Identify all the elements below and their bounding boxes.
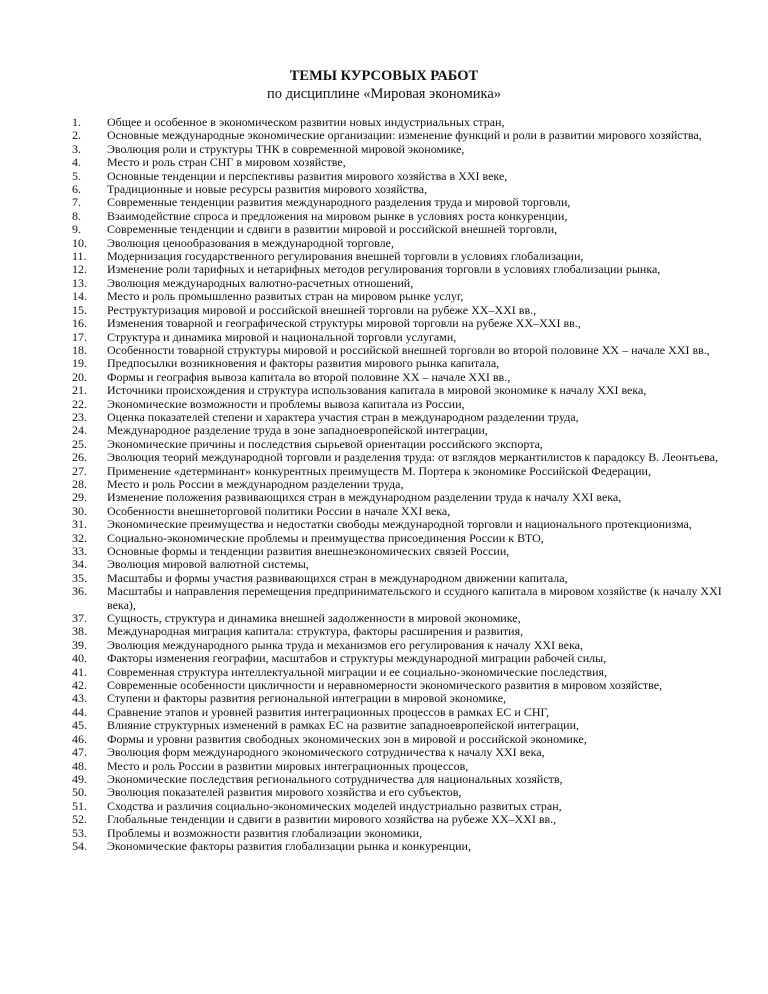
list-item-text: Модернизация государственного регулирования внешней торговли в условиях глобализации, [107, 249, 584, 264]
list-item-number: 17. [72, 329, 87, 344]
list-item-number: 29. [72, 490, 87, 505]
list-item-number: 25. [72, 436, 87, 451]
list-item [72, 156, 722, 169]
list-item [72, 371, 722, 384]
list-item-number: 6. [72, 182, 81, 197]
list-item-number: 51. [72, 798, 87, 813]
list-item-text: Место и роль промышленно развитых стран на мировом рынке услуг, [107, 289, 464, 304]
list-item-text: Масштабы и формы участия развивающихся стран в международном движении капитала, [107, 570, 568, 585]
list-item [72, 250, 722, 263]
list-item-text: Оценка показателей степени и характера участия стран в международном разделении труда, [107, 409, 579, 424]
list-item [72, 840, 722, 853]
list-item-number: 19. [72, 356, 87, 371]
list-item-text: Экономические возможности и проблемы вывоза капитала из России, [107, 396, 465, 411]
list-item [72, 652, 722, 665]
list-item [72, 116, 722, 129]
list-item [72, 625, 722, 638]
list-item-text: Международное разделение труда в зоне западноевропейской интеграции, [107, 423, 488, 438]
list-item-number: 28. [72, 476, 87, 491]
list-item-number: 26. [72, 450, 87, 465]
list-item-text: Применение «детерминант» конкурентных преимуществ М. Портера к экономике Российской Федерации, [107, 463, 651, 478]
list-item-text: Социально-экономические проблемы и преимущества присоединения России к ВТО, [107, 530, 544, 545]
list-item-number: 13. [72, 275, 87, 290]
list-item [72, 438, 722, 451]
list-item [72, 706, 722, 719]
list-item-text: Изменения товарной и географической структуры мировой торговли на рубеже XX–XXI вв., [107, 316, 581, 331]
list-item-number: 11. [72, 249, 87, 264]
list-item-text: Основные международные экономические организации: изменение функций и роли в развитии мирового хозяйства, [107, 128, 702, 143]
list-item-text: Экономические последствия регионального сотрудничества для национальных хозяйств, [107, 771, 563, 786]
list-item-number: 41. [72, 664, 87, 679]
list-item [72, 827, 722, 840]
list-item [72, 183, 722, 196]
list-item-number: 33. [72, 544, 87, 558]
list-item-text: Экономические причины и последствия сырьевой ориентации российского экспорта, [107, 436, 543, 451]
list-item [72, 505, 722, 518]
list-item-number: 16. [72, 316, 87, 331]
list-item [72, 585, 722, 612]
list-item-number: 8. [72, 208, 81, 223]
list-item-text: Современные тенденции и сдвиги в развитии мировой и российской внешней торговли, [107, 222, 558, 237]
list-item-text: Экономические преимущества и недостатки свободы международной торговли и национального протекционизма, [107, 517, 692, 532]
list-item-number: 44. [72, 704, 87, 719]
list-item-number: 3. [72, 141, 81, 156]
list-item-text: Источники происхождения и структура использования капитала в мировой экономике к началу XXI века, [107, 383, 647, 398]
list-item-text: Предпосылки возникновения и факторы развития мирового рынка капитала, [107, 356, 500, 371]
list-item [72, 558, 722, 571]
list-item-text: Основные тенденции и перспективы развития мирового хозяйства в XXI веке, [107, 168, 508, 183]
list-item-number: 43. [72, 691, 87, 706]
list-item [72, 451, 722, 464]
list-item-number: 24. [72, 423, 87, 438]
list-item-text: Масштабы и направления перемещения предпринимательского и ссудного капитала в мировом хозяйстве (к началу XXI века), [107, 584, 722, 612]
list-item-text: Экономические факторы развития глобализации рынка и конкуренции, [107, 838, 471, 853]
list-item-text: Основные формы и тенденции развития внешнеэкономических связей России, [107, 544, 510, 558]
list-item-number: 9. [72, 222, 81, 237]
list-item [72, 746, 722, 759]
list-item-number: 36. [72, 584, 87, 599]
list-item-text: Глобальные тенденции и сдвиги в развитии мирового хозяйства на рубеже XX–XXI вв., [107, 812, 557, 827]
list-item [72, 277, 722, 290]
list-item-text: Реструктуризация мировой и российской внешней торговли на рубеже XX–XXI вв., [107, 302, 537, 317]
list-item-number: 10. [72, 235, 87, 250]
list-item [72, 639, 722, 652]
list-item [72, 518, 722, 531]
list-item-number: 52. [72, 812, 87, 827]
list-item-text: Современная структура интеллектуальной миграции и ее социально-экономические последствия, [107, 664, 608, 679]
list-item-number: 12. [72, 262, 87, 277]
list-item [72, 143, 722, 156]
list-item-number: 22. [72, 396, 87, 411]
list-item [72, 129, 722, 142]
list-item-text: Структура и динамика мировой и национальной торговли услугами, [107, 329, 457, 344]
list-item [72, 223, 722, 236]
list-item-text: Эволюция международных валютно-расчетных отношений, [107, 275, 414, 290]
list-item-text: Эволюция роли и структуры ТНК в современной мировой экономике, [107, 141, 465, 156]
list-item-text: Сходства и различия социально-экономических моделей индустриально развитых стран, [107, 798, 562, 813]
list-item-text: Особенности внешнеторговой политики России в начале XXI века, [107, 503, 451, 518]
list-item-number: 2. [72, 128, 81, 143]
list-item [72, 384, 722, 397]
list-item-text: Особенности товарной структуры мировой и российской внешней торговли во второй половине XX – начале XXI вв., [107, 342, 710, 357]
list-item-number: 31. [72, 517, 87, 532]
list-item-number: 37. [72, 611, 87, 626]
list-item-text: Сравнение этапов и уровней развития интеграционных процессов в рамках ЕС и СНГ, [107, 704, 550, 719]
list-item [72, 237, 722, 250]
list-item-text: Проблемы и возможности развития глобализации экономики, [107, 825, 423, 840]
list-item-number: 39. [72, 637, 87, 652]
list-item-number: 47. [72, 745, 87, 760]
list-item [72, 357, 722, 370]
list-item-number: 45. [72, 718, 87, 733]
list-item-number: 30. [72, 503, 87, 518]
list-item-text: Современные тенденции развития международного разделения труда и мировой торговли, [107, 195, 571, 210]
document-subtitle: по дисциплине «Мировая экономика» [266, 86, 502, 102]
list-item [72, 786, 722, 799]
list-item-text: Сущность, структура и динамика внешней задолженности в мировой экономике, [107, 611, 521, 626]
topics-list [72, 116, 722, 853]
list-item [72, 465, 722, 478]
list-item-text: Факторы изменения географии, масштабов и структуры международной миграции рабочей силы, [107, 651, 607, 666]
list-item [72, 679, 722, 692]
list-item-text: Эволюция форм международного экономического сотрудничества к началу XXI века, [107, 745, 545, 760]
list-item [72, 196, 722, 209]
list-item-number: 7. [72, 195, 81, 210]
list-item-text: Формы и уровни развития свободных экономических зон в мировой и российской экономике, [107, 731, 587, 746]
list-item-text: Взаимодействие спроса и предложения на мировом рынке в условиях роста конкуренции, [107, 208, 568, 223]
list-item [72, 733, 722, 746]
list-item [72, 304, 722, 317]
list-item-number: 27. [72, 463, 87, 478]
list-item-text: Место и роль России в развитии мировых интеграционных процессов, [107, 758, 469, 773]
list-item-number: 49. [72, 771, 87, 786]
list-item [72, 317, 722, 330]
list-item-number: 35. [72, 570, 87, 585]
list-item-number: 5. [72, 168, 81, 183]
list-item-text: Эволюция показателей развития мирового хозяйства и его субъектов, [107, 785, 462, 800]
list-item-text: Эволюция ценообразования в международной торговле, [107, 235, 394, 250]
list-item-number: 34. [72, 557, 87, 572]
list-item [72, 532, 722, 545]
list-item-number: 20. [72, 369, 87, 384]
list-item-text: Место и роль стран СНГ в мировом хозяйстве, [107, 155, 346, 170]
list-item-number: 48. [72, 758, 87, 773]
list-item-number: 38. [72, 624, 87, 639]
list-item-number: 42. [72, 678, 87, 693]
list-item [72, 478, 722, 491]
list-item-number: 50. [72, 785, 87, 800]
list-item-number: 54. [72, 838, 87, 853]
list-item [72, 331, 722, 344]
list-item [72, 800, 722, 813]
list-item [72, 210, 722, 223]
list-item-text: Место и роль России в международном разделении труда, [107, 476, 404, 491]
list-item-number: 40. [72, 651, 87, 666]
list-item-number: 14. [72, 289, 87, 304]
list-item [72, 290, 722, 303]
list-item-text: Эволюция международного рынка труда и механизмов его регулирования к началу XXI века, [107, 637, 583, 652]
list-item [72, 692, 722, 705]
list-item-text: Эволюция мировой валютной системы, [107, 557, 309, 572]
list-item-number: 53. [72, 825, 87, 840]
list-item [72, 398, 722, 411]
list-item [72, 572, 722, 585]
list-item-number: 21. [72, 383, 87, 398]
list-item-text: Общее и особенное в экономическом развитии новых индустриальных стран, [107, 115, 505, 129]
list-item-text: Международная миграция капитала: структура, факторы расширения и развития, [107, 624, 524, 639]
list-item-number: 23. [72, 409, 87, 424]
list-item [72, 760, 722, 773]
list-item [72, 545, 722, 558]
list-item [72, 344, 722, 357]
list-item-text: Изменение роли тарифных и нетарифных методов регулирования торговли в условиях глобализации рынка, [107, 262, 661, 277]
list-item-number: 15. [72, 302, 87, 317]
list-item-text: Формы и география вывоза капитала во второй половине XX – начале XXI вв., [107, 369, 511, 384]
list-item-text: Современные особенности цикличности и неравномерности экономического развития в мировом хозяйстве, [107, 678, 663, 693]
list-item-number: 32. [72, 530, 87, 545]
list-item-text: Влияние структурных изменений в рамках ЕС на развитие западноевропейской интеграции, [107, 718, 580, 733]
list-item-text: Эволюция теорий международной торговли и разделения труда: от взглядов меркантилистов к парадоксу В. Леонтьева, [107, 450, 718, 465]
list-item-text: Ступени и факторы развития региональной интеграции в мировой экономике, [107, 691, 507, 706]
list-item [72, 813, 722, 826]
list-item-number: 18. [72, 342, 87, 357]
list-item-number: 1. [72, 115, 81, 129]
list-item [72, 411, 722, 424]
list-item [72, 491, 722, 504]
list-item [72, 612, 722, 625]
list-item [72, 263, 722, 276]
list-item [72, 719, 722, 732]
list-item [72, 170, 722, 183]
list-item-text: Традиционные и новые ресурсы развития мирового хозяйства, [107, 182, 428, 197]
list-item [72, 424, 722, 437]
list-item [72, 666, 722, 679]
list-item-number: 4. [72, 155, 81, 170]
document-title: ТЕМЫ КУРСОВЫХ РАБОТ [289, 68, 479, 84]
list-item [72, 773, 722, 786]
list-item-text: Изменение положения развивающихся стран в международном разделении труда к началу XXI века, [107, 490, 622, 505]
list-item-number: 46. [72, 731, 87, 746]
